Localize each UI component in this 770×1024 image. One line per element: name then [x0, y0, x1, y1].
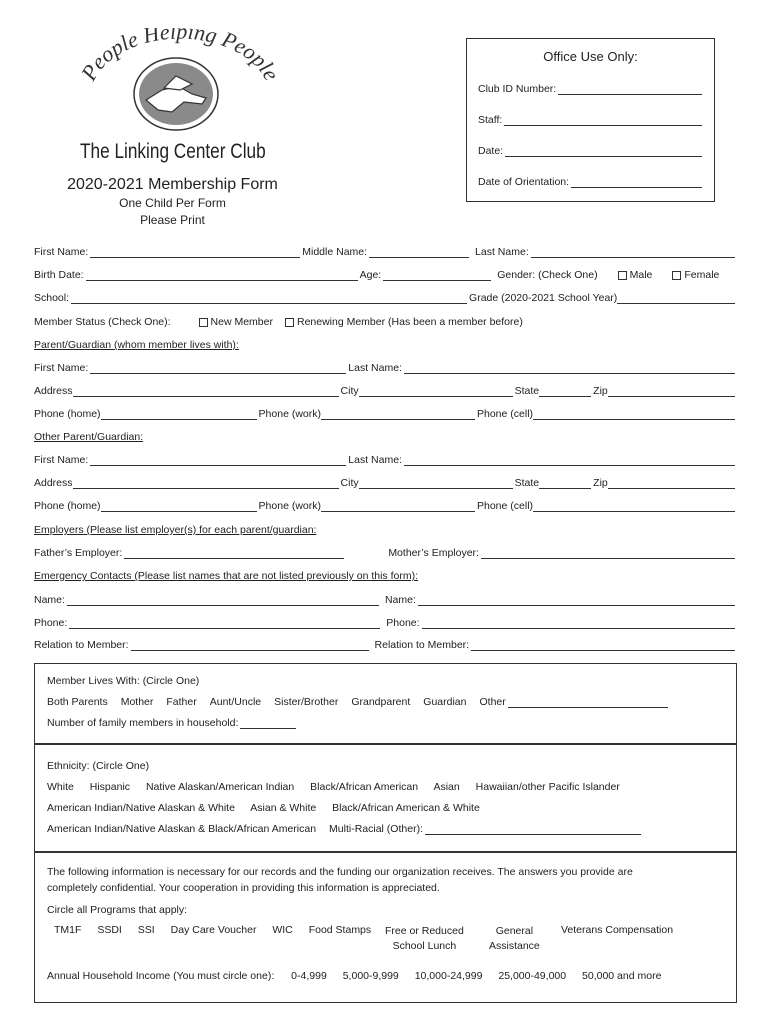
reduced-lunch-line-1: Free or Reduced [385, 925, 464, 937]
other-address-label: Address [34, 477, 73, 489]
club-id-label: Club ID Number: [478, 83, 557, 95]
school-label: School: [34, 292, 70, 304]
female-checkbox[interactable] [672, 271, 681, 280]
emergency-relation-2-field[interactable] [471, 640, 735, 651]
form-title: 2020-2021 Membership Form [67, 176, 278, 193]
emergency-phone-2-field[interactable] [422, 618, 735, 629]
guardian-city-field[interactable] [359, 386, 513, 397]
guardian-phone-cell-label: Phone (cell) [477, 408, 534, 420]
female-option[interactable] [672, 269, 719, 281]
guardian-first-field[interactable] [90, 363, 346, 374]
logo [80, 28, 280, 138]
program-option-veterans[interactable]: Veterans Compensation [561, 924, 674, 936]
renewing-member-label: Renewing Member (Has been a member before) [296, 316, 523, 328]
office-date-label: Date: [478, 145, 504, 157]
emergency-phone-1-label: Phone: [34, 617, 68, 629]
ethnicity-option[interactable]: Hawaiian/other Pacific Islander [475, 781, 620, 793]
program-option-general-assistance[interactable] [489, 924, 540, 954]
grade-field[interactable] [617, 293, 735, 304]
emergency-phone-1-field[interactable] [69, 618, 380, 629]
ethnicity-option[interactable]: Native Alaskan/American Indian [145, 781, 295, 793]
ethnicity-option[interactable]: American Indian/Native Alaskan & Black/African American [47, 823, 317, 835]
staff-field[interactable] [504, 115, 702, 126]
ethnicity-option[interactable]: Black/African American & White [332, 802, 480, 814]
last-name-label: Last Name: [475, 246, 529, 258]
form-subtitle-1: One Child Per Form [119, 196, 226, 210]
age-field[interactable] [383, 270, 491, 281]
mother-employer-label: Mother’s Employer: [388, 547, 479, 559]
guardian-first-label: First Name: [34, 362, 89, 374]
program-option-reduced-lunch[interactable] [385, 924, 464, 954]
other-state-field[interactable] [539, 478, 591, 489]
other-zip-field[interactable] [608, 478, 735, 489]
female-label: Female [684, 269, 720, 281]
income-range-option[interactable]: 50,000 and more [582, 970, 662, 982]
general-assistance-line-2: Assistance [489, 940, 540, 952]
ethnicity-option[interactable]: Asian & White [250, 802, 317, 814]
orientation-label: Date of Orientation: [478, 176, 570, 188]
ethnicity-option[interactable]: Asian [433, 781, 460, 793]
staff-label: Staff: [478, 114, 503, 126]
income-range-option[interactable]: 25,000-49,000 [498, 970, 567, 982]
guardian-zip-label: Zip [593, 385, 608, 397]
male-option[interactable] [618, 269, 653, 281]
ethnicity-option[interactable]: American Indian/Native Alaskan & White [47, 802, 235, 814]
other-phone-home-label: Phone (home) [34, 500, 101, 512]
emergency-heading: Emergency Contacts (Please list names that are not listed previously on this form): [34, 570, 418, 582]
office-use-box [466, 38, 715, 202]
form-subtitle-2: Please Print [140, 213, 205, 227]
guardian-phone-work-label: Phone (work) [258, 408, 321, 420]
income-range-option[interactable]: 10,000-24,999 [414, 970, 483, 982]
guardian-state-field[interactable] [539, 386, 591, 397]
program-option[interactable]: Day Care Voucher [170, 924, 257, 936]
guardian-state-label: State [514, 385, 540, 397]
multi-racial-label[interactable]: Multi-Racial (Other): [329, 823, 423, 835]
lives-option[interactable]: Grandparent [351, 696, 411, 708]
other-phone-work-label: Phone (work) [258, 500, 321, 512]
household-field[interactable] [240, 718, 296, 729]
guardian-phone-home-field[interactable] [101, 409, 257, 420]
program-option[interactable]: SSDI [97, 924, 122, 936]
gender-label: Gender: (Check One) [497, 269, 598, 281]
orientation-field[interactable] [571, 177, 702, 188]
member-status-label: Member Status (Check One): [34, 316, 171, 328]
office-date-field[interactable] [505, 146, 702, 157]
father-employer-label: Father’s Employer: [34, 547, 123, 559]
emergency-name-1-field[interactable] [67, 595, 379, 606]
other-address-field[interactable] [73, 478, 339, 489]
lives-with-label: Member Lives With: (Circle One) [47, 675, 200, 687]
other-last-field[interactable] [404, 455, 735, 466]
other-phone-home-field[interactable] [101, 501, 257, 512]
emergency-relation-1-label: Relation to Member: [34, 639, 129, 651]
ethnicity-option[interactable]: White [47, 781, 74, 793]
program-option[interactable]: WIC [272, 924, 293, 936]
last-name-field[interactable] [531, 247, 735, 258]
other-phone-cell-label: Phone (cell) [477, 500, 534, 512]
other-city-label: City [340, 477, 359, 489]
program-option[interactable]: SSI [137, 924, 155, 936]
other-zip-label: Zip [593, 477, 608, 489]
reduced-lunch-line-2: School Lunch [392, 940, 457, 952]
guardian-phone-home-label: Phone (home) [34, 408, 101, 420]
birth-date-field[interactable] [86, 270, 358, 281]
birth-date-label: Birth Date: [34, 269, 84, 281]
age-label: Age: [359, 269, 382, 281]
lives-with-box [34, 663, 737, 745]
male-label: Male [629, 269, 653, 281]
income-note-1: The following information is necessary for our records and the funding our organization receives. The answers you provide are [47, 866, 633, 878]
other-first-field[interactable] [90, 455, 346, 466]
income-range-option[interactable]: 5,000-9,999 [342, 970, 399, 982]
father-employer-field[interactable] [124, 548, 344, 559]
lives-option[interactable]: Father [166, 696, 197, 708]
mother-employer-field[interactable] [481, 548, 735, 559]
ethnicity-option[interactable]: Hispanic [89, 781, 131, 793]
guardian-phone-cell-field[interactable] [533, 409, 735, 420]
renewing-member-option[interactable] [285, 316, 523, 328]
org-name: The Linking Center Club [80, 140, 266, 163]
male-checkbox[interactable] [618, 271, 627, 280]
new-member-label: New Member [210, 316, 273, 328]
other-phone-cell-field[interactable] [533, 501, 735, 512]
emergency-relation-2-label: Relation to Member: [374, 639, 470, 651]
new-member-option[interactable] [199, 316, 273, 328]
first-name-field[interactable] [90, 247, 300, 258]
guardian-heading: Parent/Guardian (whom member lives with): [34, 339, 239, 351]
renewing-member-checkbox[interactable] [285, 318, 294, 327]
program-option[interactable]: Food Stamps [308, 924, 372, 936]
school-field[interactable] [71, 293, 467, 304]
guardian-last-label: Last Name: [348, 362, 402, 374]
lives-other-label[interactable]: Other [479, 696, 506, 708]
first-name-label: First Name: [34, 246, 89, 258]
middle-name-label: Middle Name: [302, 246, 368, 258]
employers-heading: Employers (Please list employer(s) for each parent/guardian: [34, 524, 317, 536]
guardian-zip-field[interactable] [608, 386, 735, 397]
annual-income-label: Annual Household Income (You must circle one): [47, 970, 275, 982]
lives-option[interactable]: Both Parents [47, 696, 108, 708]
multi-racial-field[interactable] [425, 824, 641, 835]
lives-other-field[interactable] [508, 697, 668, 708]
lives-option[interactable]: Sister/Brother [274, 696, 339, 708]
other-first-label: First Name: [34, 454, 89, 466]
emergency-name-2-field[interactable] [418, 595, 735, 606]
ethnicity-option[interactable]: Black/African American [310, 781, 419, 793]
other-phone-work-field[interactable] [321, 501, 475, 512]
other-city-field[interactable] [359, 478, 513, 489]
income-range-option[interactable]: 0-4,999 [291, 970, 327, 982]
income-note-2: completely confidential. Your cooperation in providing this information is appreciated. [47, 882, 440, 894]
club-id-field[interactable] [558, 84, 702, 95]
household-label: Number of family members in household: [47, 717, 239, 729]
lives-option[interactable]: Mother [120, 696, 154, 708]
guardian-last-field[interactable] [404, 363, 735, 374]
general-assistance-line-1: General [495, 925, 534, 937]
middle-name-field[interactable] [369, 247, 469, 258]
new-member-checkbox[interactable] [199, 318, 208, 327]
other-guardian-heading: Other Parent/Guardian: [34, 431, 144, 443]
handshake-logo-icon [80, 28, 280, 138]
emergency-name-1-label: Name: [34, 594, 65, 606]
other-state-label: State [514, 477, 540, 489]
guardian-address-label: Address [34, 385, 73, 397]
other-last-label: Last Name: [348, 454, 402, 466]
ethnicity-label: Ethnicity: (Circle One) [47, 760, 150, 772]
grade-label: Grade (2020-2021 School Year) [469, 292, 618, 304]
guardian-address-field[interactable] [73, 386, 339, 397]
ethnicity-box [34, 743, 737, 853]
program-option[interactable]: TM1F [54, 924, 82, 936]
office-use-title: Office Use Only: [543, 49, 638, 64]
income-box [34, 851, 737, 1003]
emergency-name-2-label: Name: [384, 594, 416, 606]
programs-label: Circle all Programs that apply: [47, 904, 188, 916]
lives-option[interactable]: Guardian [423, 696, 467, 708]
emergency-relation-1-field[interactable] [131, 640, 369, 651]
logo-arc-text: eople Helping Peopl [85, 28, 278, 77]
guardian-city-label: City [340, 385, 359, 397]
emergency-phone-2-label: Phone: [386, 617, 420, 629]
lives-option[interactable]: Aunt/Uncle [209, 696, 262, 708]
guardian-phone-work-field[interactable] [321, 409, 475, 420]
